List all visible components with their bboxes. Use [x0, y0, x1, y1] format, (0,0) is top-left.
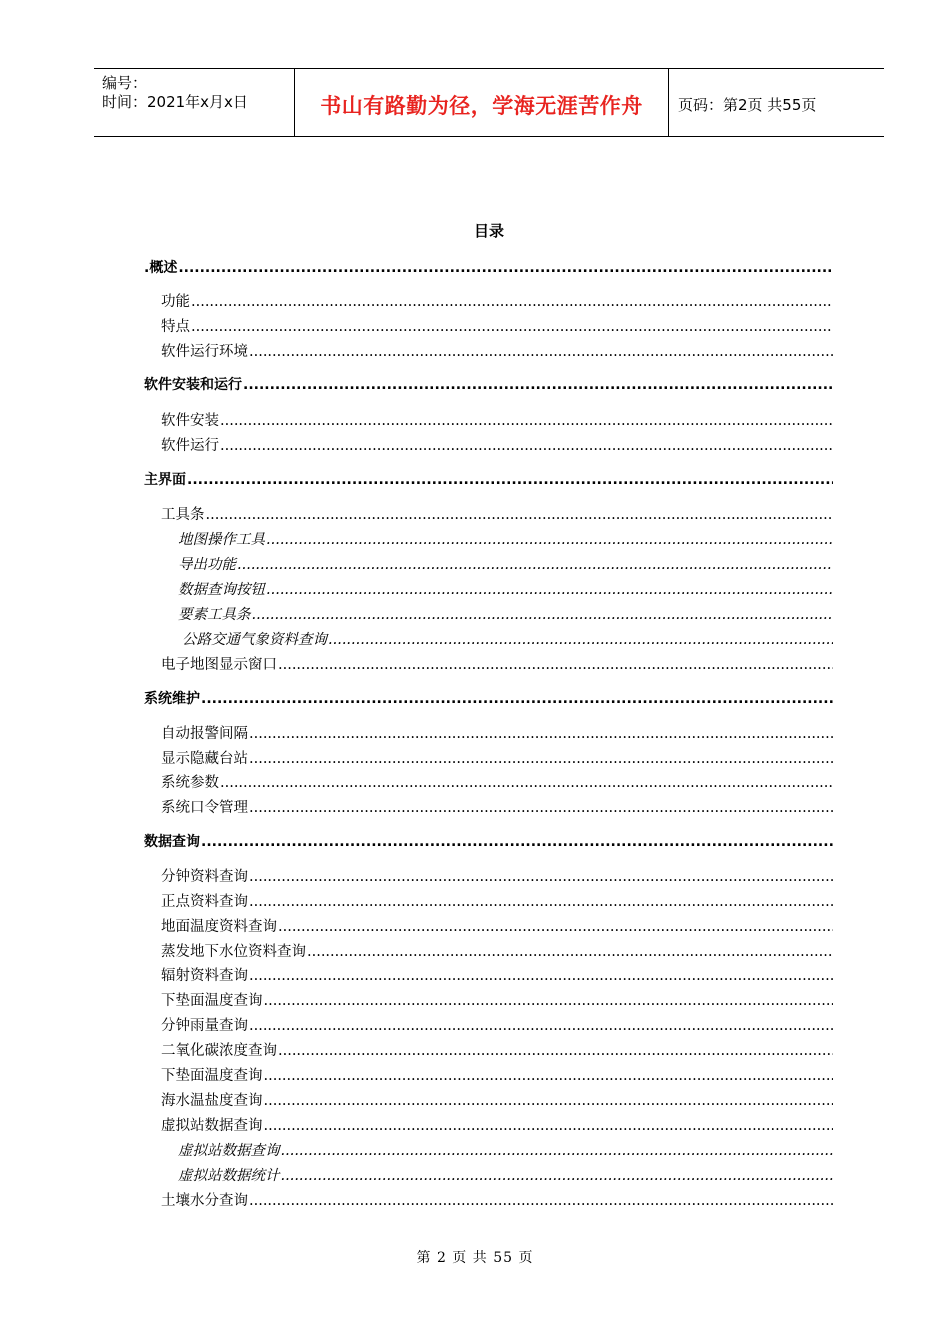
toc-entry[interactable]	[144, 688, 833, 708]
toc-dot-leader	[249, 344, 833, 360]
toc-dot-leader	[264, 1093, 834, 1109]
toc-title: 目录	[473, 222, 504, 240]
toc-entry[interactable]	[178, 603, 833, 623]
toc-dot-leader	[278, 919, 833, 935]
toc-entry-label: 数据查询	[144, 834, 200, 850]
toc-entry-label: 土壤水分查询	[161, 1193, 248, 1209]
toc-entry-label: 电子地图显示窗口	[161, 657, 277, 673]
toc-entry-label: 软件安装和运行	[144, 377, 242, 393]
toc-entry[interactable]	[161, 890, 833, 910]
toc-entry-label: 自动报警间隔	[161, 726, 248, 742]
toc-dot-leader	[191, 294, 833, 310]
toc-entry-label: 软件运行	[161, 438, 219, 454]
toc-entry-label: 系统维护	[144, 691, 200, 707]
toc-entry[interactable]	[161, 747, 833, 767]
toc-entry[interactable]	[161, 940, 833, 960]
header-page-cell	[668, 69, 884, 136]
toc-dot-leader	[249, 726, 833, 742]
toc-entry-label: 系统口令管理	[161, 800, 248, 816]
toc-entry-label: 地图操作工具	[178, 532, 265, 548]
toc-entry[interactable]	[161, 653, 833, 673]
toc-dot-leader	[178, 260, 833, 276]
toc-dot-leader	[278, 1043, 833, 1059]
toc-entry-label: 软件安装	[161, 413, 219, 429]
toc-entry[interactable]	[161, 1189, 833, 1209]
toc-entry-label: 地面温度资料查询	[161, 919, 277, 935]
header-meta	[94, 69, 294, 136]
toc-dot-leader	[220, 775, 833, 791]
toc-dot-leader	[201, 834, 833, 850]
toc-entry-label: 虚拟站数据统计	[178, 1168, 280, 1184]
toc-entry[interactable]	[178, 578, 833, 598]
toc-dot-leader	[307, 944, 833, 960]
toc-entry[interactable]	[178, 1164, 833, 1184]
toc-dot-leader	[201, 691, 833, 707]
toc-dot-leader	[220, 413, 833, 429]
toc-dot-leader	[328, 632, 833, 648]
toc-entry-label: .概述	[144, 260, 178, 276]
header-motto-cell	[294, 69, 669, 136]
toc-entry[interactable]	[161, 1014, 833, 1034]
toc-dot-leader	[266, 532, 833, 548]
toc-entry-label: 下垫面温度查询	[161, 993, 263, 1009]
toc-dot-leader	[249, 751, 833, 767]
toc-entry[interactable]	[178, 1139, 833, 1159]
toc-entry[interactable]	[161, 503, 833, 523]
toc-dot-leader	[220, 438, 833, 454]
toc-entry[interactable]	[161, 989, 833, 1009]
toc-entry[interactable]	[144, 469, 833, 489]
toc-entry-label: 导出功能	[178, 557, 236, 573]
toc-dot-leader	[249, 869, 833, 885]
toc-entry-label: 海水温盐度查询	[161, 1093, 263, 1109]
toc-entry[interactable]	[161, 964, 833, 984]
toc-entry-label: 系统参数	[161, 775, 219, 791]
toc-entry[interactable]	[161, 915, 833, 935]
toc-entry[interactable]	[144, 831, 833, 851]
doc-time-label: 时间：2021年x月x日	[102, 93, 248, 111]
toc-entry[interactable]	[161, 409, 833, 429]
toc-dot-leader	[281, 1143, 834, 1159]
toc-entry[interactable]	[161, 722, 833, 742]
toc-entry-label: 虚拟站数据查询	[161, 1118, 263, 1134]
toc-dot-leader	[249, 800, 833, 816]
toc-dot-leader	[264, 1118, 834, 1134]
toc-dot-leader	[249, 1018, 833, 1034]
toc-dot-leader	[206, 507, 834, 523]
toc-entry[interactable]	[161, 796, 833, 816]
header-motto: 书山有路勤为径，学海无涯苦作舟	[320, 94, 643, 118]
doc-number-label: 编号：	[102, 74, 148, 92]
toc-entry[interactable]	[161, 771, 833, 791]
toc-entry-label: 正点资料查询	[161, 894, 248, 910]
toc-dot-leader	[191, 319, 833, 335]
toc-entry-label: 二氧化碳浓度查询	[161, 1043, 277, 1059]
toc-entry-label: 数据查询按钮	[178, 582, 265, 598]
toc-entry-label: 主界面	[144, 472, 186, 488]
toc-entry-label: 显示隐藏台站	[161, 751, 248, 767]
toc-entry[interactable]	[178, 553, 833, 573]
toc-entry[interactable]	[144, 374, 833, 394]
toc-entry-label: 特点	[161, 319, 190, 335]
header-page-info: 页码：第2页 共55页	[678, 96, 817, 114]
toc-entry[interactable]	[161, 1089, 833, 1109]
toc-entry-label: 蒸发地下水位资料查询	[161, 944, 306, 960]
toc-dot-leader	[249, 894, 833, 910]
toc-entry-label: 分钟雨量查询	[161, 1018, 248, 1034]
toc-entry[interactable]	[161, 434, 833, 454]
toc-dot-leader	[266, 582, 833, 598]
toc-entry[interactable]	[182, 628, 833, 648]
toc-entry[interactable]	[161, 315, 833, 335]
toc-dot-leader	[237, 557, 833, 573]
toc-entry-label: 虚拟站数据查询	[178, 1143, 280, 1159]
toc-dot-leader	[264, 993, 834, 1009]
toc-entry-label: 辐射资料查询	[161, 968, 248, 984]
toc-dot-leader	[249, 968, 833, 984]
toc-entry[interactable]	[161, 290, 833, 310]
toc-entry-label: 分钟资料查询	[161, 869, 248, 885]
toc-entry-label: 下垫面温度查询	[161, 1068, 263, 1084]
toc-dot-leader	[249, 1193, 833, 1209]
toc-entry-label: 工具条	[161, 507, 205, 523]
toc-entry[interactable]	[178, 528, 833, 548]
toc-dot-leader	[264, 1068, 834, 1084]
toc-dot-leader	[243, 377, 833, 393]
page-header	[94, 68, 884, 137]
toc-entry[interactable]	[161, 1064, 833, 1084]
toc-dot-leader	[278, 657, 833, 673]
toc-dot-leader	[187, 472, 833, 488]
toc-entry[interactable]	[161, 1039, 833, 1059]
toc-entry-label: 要素工具条	[178, 607, 251, 623]
toc-entry[interactable]	[161, 865, 833, 885]
toc-entry[interactable]	[161, 1114, 833, 1134]
page-footer: 第 2 页 共 55 页	[416, 1250, 534, 1266]
toc-dot-leader	[252, 607, 834, 623]
toc-entry-label: 公路交通气象资料查询	[182, 632, 327, 648]
toc-entry-label: 功能	[161, 294, 190, 310]
toc-entry[interactable]	[161, 340, 833, 360]
toc-entry[interactable]	[144, 257, 833, 277]
toc-dot-leader	[281, 1168, 834, 1184]
toc-entry-label: 软件运行环境	[161, 344, 248, 360]
